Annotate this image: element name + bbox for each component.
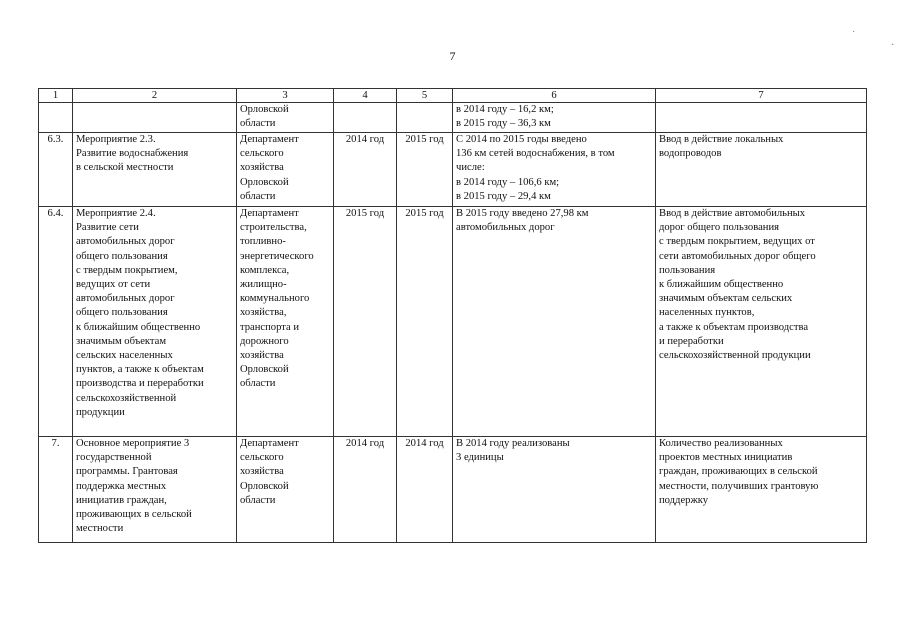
cell-line: автомобильных дорог — [76, 236, 175, 248]
expected-result-cell — [453, 103, 656, 133]
cell-line: топливно- — [240, 236, 286, 248]
cell-line: к ближайшим общественно — [76, 321, 201, 333]
cell-line: Количество реализованных — [659, 438, 783, 449]
cell-line: сельского — [240, 148, 284, 160]
end-year-cell: 2014 год — [397, 437, 453, 543]
cell-line: строительства, — [240, 222, 307, 234]
row-number-cell: 6.3. — [39, 133, 73, 207]
cell-line: Департамент — [240, 134, 299, 145]
cell-line: в 2014 году – 106,6 км; — [456, 176, 560, 188]
start-year-cell: 2014 год — [334, 133, 397, 207]
expected-result-cell — [453, 133, 656, 207]
cell-line: в 2015 году – 36,3 км — [456, 118, 551, 130]
cell-line: хозяйства — [240, 162, 284, 174]
cell-line: хозяйства — [240, 466, 284, 478]
measure-name-cell — [73, 437, 237, 543]
cell-line: общего пользования — [76, 250, 168, 262]
cell-line: области — [240, 118, 276, 130]
cell-line: общего пользования — [76, 307, 168, 319]
cell-line: ведущих от сети — [76, 279, 151, 291]
cell-line: жилищно- — [240, 279, 287, 291]
row-number-cell: 6.4. — [39, 207, 73, 437]
cell-line: населенных пунктов, — [659, 307, 755, 319]
header-cell: 4 — [334, 89, 397, 103]
cell-line: водопроводов — [659, 148, 722, 160]
measure-name-cell — [73, 103, 237, 133]
start-year-cell: 2015 год — [334, 207, 397, 437]
measure-name-cell — [73, 207, 237, 437]
cell-line: местности — [76, 523, 124, 535]
responsible-org-cell — [237, 133, 334, 207]
end-year-cell: 2015 год — [397, 133, 453, 207]
responsible-org-cell — [237, 437, 334, 543]
cell-line: сельского — [240, 452, 284, 464]
cell-line: проживающих в сельской — [76, 509, 192, 521]
scan-speck: ˙ — [852, 30, 856, 41]
cell-line: комплекса, — [240, 264, 290, 276]
indicator-cell — [656, 103, 867, 133]
cell-line: в 2015 году – 29,4 км — [456, 190, 551, 202]
end-year-cell: 2015 год — [397, 207, 453, 437]
cell-line: автомобильных дорог — [76, 293, 175, 305]
header-cell: 5 — [397, 89, 453, 103]
expected-result-cell — [453, 437, 656, 543]
header-cell: 2 — [73, 89, 237, 103]
cell-line: значимым объектам — [76, 335, 167, 347]
header-cell: 1 — [39, 89, 73, 103]
cell-line: Ввод в действие локальных — [659, 134, 784, 145]
indicator-cell — [656, 133, 867, 207]
cell-line: к ближайшим общественно — [659, 279, 784, 291]
cell-line: значимым объектам сельских — [659, 293, 793, 305]
cell-line: местности, получивших грантовую — [659, 480, 819, 492]
cell-line: области — [240, 378, 276, 390]
cell-line: Орловской — [240, 480, 289, 492]
cell-line: Развитие сети — [76, 222, 139, 234]
program-table — [38, 88, 867, 543]
header-cell: 3 — [237, 89, 334, 103]
header-cell: 7 — [656, 89, 867, 103]
cell-line: сети автомобильных дорог общего — [659, 250, 816, 262]
cell-line: в сельской местности — [76, 162, 174, 174]
cell-line: Ввод в действие автомобильных — [659, 208, 806, 219]
header-row — [39, 89, 867, 103]
cell-line: государственной — [76, 452, 152, 464]
cell-line: В 2014 году реализованы — [456, 438, 570, 449]
page-number: 7 — [449, 49, 456, 63]
cell-line: С 2014 по 2015 годы введено — [456, 134, 587, 145]
cell-line: поддержку — [659, 494, 709, 506]
cell-line: инициатив граждан, — [76, 494, 167, 506]
expected-result-cell — [453, 207, 656, 437]
table-body — [39, 89, 867, 543]
cell-line: Департамент — [240, 208, 299, 219]
cell-line: сельскохозяйственной — [76, 392, 177, 404]
cell-line: в 2014 году – 16,2 км; — [456, 104, 554, 115]
row-number-cell: 7. — [39, 437, 73, 543]
cell-line: Мероприятие 2.4. — [76, 208, 156, 219]
responsible-org-cell — [237, 103, 334, 133]
table-row — [39, 207, 867, 437]
cell-line: поддержка местных — [76, 480, 167, 492]
scan-speck: · — [891, 40, 895, 51]
cell-line: Развитие водоснабжения — [76, 148, 189, 160]
cell-line: продукции — [76, 406, 125, 418]
cell-line: сельскохозяйственной продукции — [659, 350, 811, 362]
end-year-cell — [397, 103, 453, 133]
cell-line: с твердым покрытием, — [76, 264, 178, 276]
start-year-cell — [334, 103, 397, 133]
cell-line: транспорта и — [240, 321, 300, 333]
cell-line: 3 единицы — [456, 452, 504, 464]
cell-line: Орловской — [240, 176, 289, 188]
table-row — [39, 437, 867, 543]
cell-line: проектов местных инициатив — [659, 452, 793, 464]
cell-line: дорожного — [240, 335, 289, 347]
cell-line: и переработки — [659, 335, 724, 347]
cell-line: Департамент — [240, 438, 299, 449]
cell-line: хозяйства — [240, 350, 284, 362]
cell-line: 136 км сетей водоснабжения, в том — [456, 148, 615, 160]
measure-name-cell — [73, 133, 237, 207]
cell-line: хозяйства, — [240, 307, 287, 319]
cell-line: В 2015 году введено 27,98 км — [456, 208, 589, 219]
header-cell: 6 — [453, 89, 656, 103]
cell-line: области — [240, 190, 276, 202]
responsible-org-cell — [237, 207, 334, 437]
cell-line: пунктов, а также к объектам — [76, 364, 204, 376]
table-row — [39, 103, 867, 133]
table-row — [39, 133, 867, 207]
cell-line: пользования — [659, 264, 716, 276]
cell-line: граждан, проживающих в сельской — [659, 466, 818, 478]
cell-line: коммунального — [240, 293, 310, 305]
cell-line: с твердым покрытием, ведущих от — [659, 236, 815, 248]
cell-line: сельских населенных — [76, 350, 173, 362]
start-year-cell: 2014 год — [334, 437, 397, 543]
indicator-cell — [656, 207, 867, 437]
row-number-cell — [39, 103, 73, 133]
indicator-cell — [656, 437, 867, 543]
cell-line: автомобильных дорог — [456, 222, 555, 234]
cell-line: области — [240, 494, 276, 506]
cell-line: Орловской — [240, 364, 289, 376]
cell-line: Орловской — [240, 104, 289, 115]
cell-line: числе: — [456, 162, 485, 174]
cell-line: программы. Грантовая — [76, 466, 178, 478]
cell-line: Мероприятие 2.3. — [76, 134, 156, 145]
cell-line: дорог общего пользования — [659, 222, 779, 234]
cell-line: Основное мероприятие 3 — [76, 438, 190, 449]
cell-line: а также к объектам производства — [659, 321, 809, 333]
cell-line: производства и переработки — [76, 378, 204, 390]
cell-line: энергетического — [240, 250, 314, 262]
